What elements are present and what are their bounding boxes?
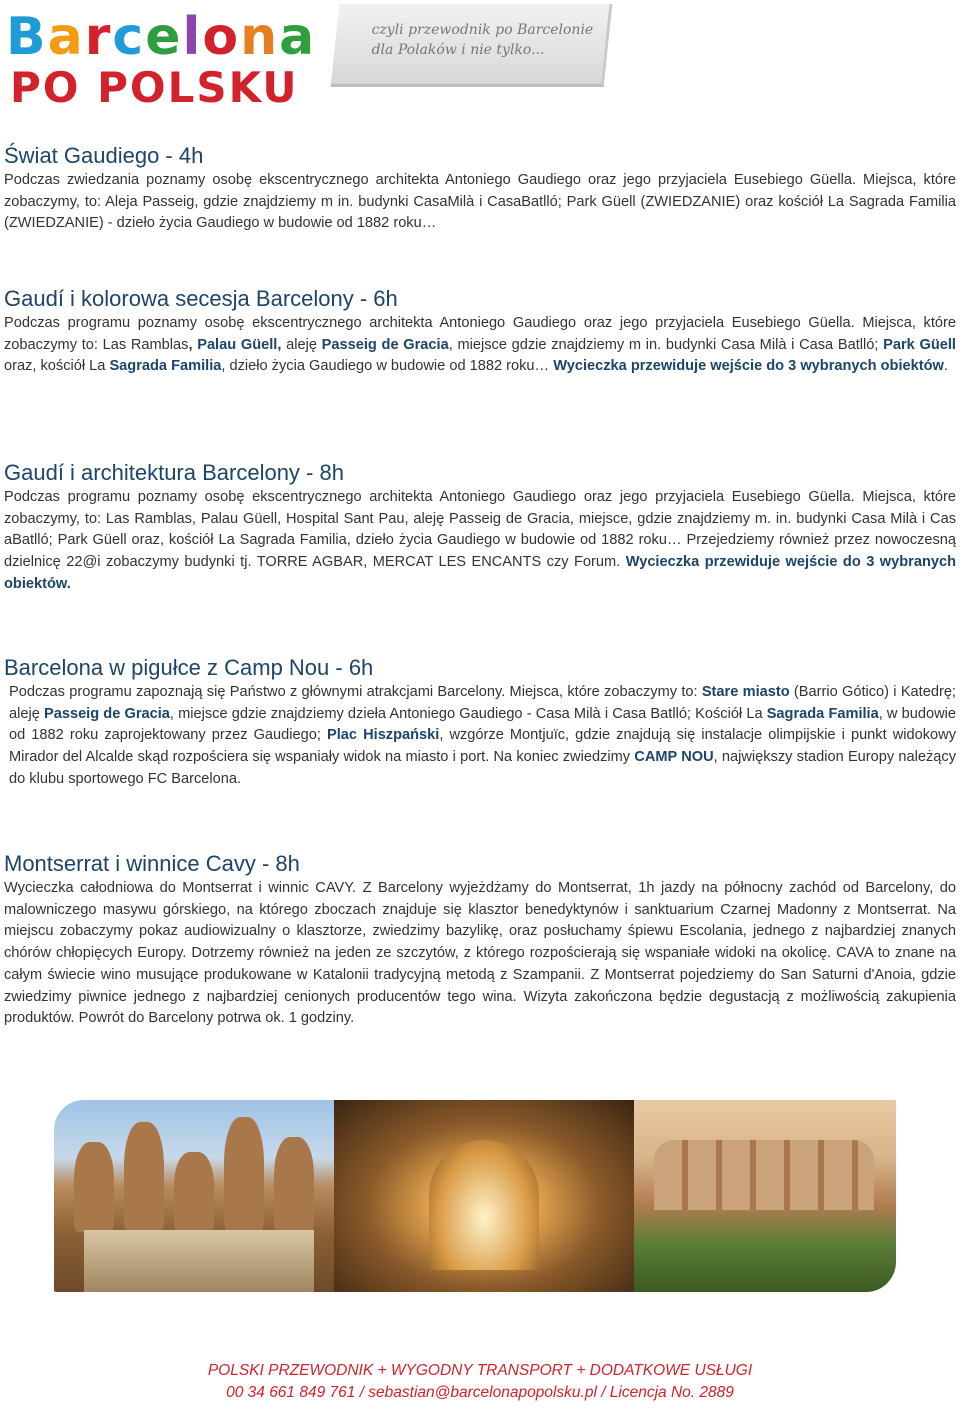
tour-description [4, 487, 956, 596]
tour-title: Świat Gaudiego - 4h [4, 143, 204, 168]
text-run: , w budowie od 1882 roku zaprojektowany przez Gaudiego; [9, 705, 956, 744]
page-footer [0, 1360, 960, 1404]
tour-description: Wycieczka całodniowa do Montserrat i winnic CAVY. Z Barcelony wyjeżdżamy do Montserrat, 1h jazdy na północny zachód od Barcelony, do malowniczego masywu górskiego, na którego zboczach znajduje się klasztor benedyktynów i sanktuarium Czarnej Madonny z Montserrat. Na miejscu zobaczymy pokaz audiowizualny o klasztorze, zwiedzimy bazylikę, oraz posłuchamy śpiewu Escolania, jednego z najbardziej znanych chórów chłopięcych Europy. Dotrzemy również na jeden ze szczytów, z którego rozpościerają się wspaniałe widoki na okolicę. CAVA to znane na całym świecie wino musujące produkowane w Katalonii tradycyjną metodą z Szampanii. Z Montserrat pojedziemy do San Saturni d'Anoia, gdzie zwiedzimy piwnice jednego z najbardziej cenionych producentów tego wina. Wizyta zakończona będzie degustacją z możliwością zakupienia produktów. Powrót do Barcelony potrwa ok. 1 godziny. [4, 880, 956, 1027]
tour-section [4, 142, 956, 235]
winery-building [654, 1140, 874, 1210]
tagline-line-1: czyli przewodnik po Barcelonie [371, 22, 594, 38]
rock-peak [274, 1137, 314, 1232]
text-run: Podczas programu poznamy osobę ekscentrycznego architekta Antoniego Gaudiego oraz jego przyjaciela Eusebiego Güella. Miejsca, które zobaczymy to: Las Ramblas [4, 315, 956, 353]
bold-run: Sagrada Familia [109, 358, 222, 375]
tagline-line-2: dla Polaków i nie tylko... [371, 42, 545, 58]
montserrat-photo [54, 1100, 334, 1292]
logo-letter: l [182, 7, 201, 67]
text-run: Podczas programu poznamy osobę ekscentrycznego architekta Antoniego Gaudiego oraz jego przyjaciela Eusebiego Güella. Miejsca, które zobaczymy, to: Las Ramblas, Palau Güell, Hospital Sant Pau, aleję Passeig de Gracia, miejsce, gdzie znajdziemy m. in. budynki Casa Milà i Cas aBatlló; Park Güell oraz, kościół La Sagrada Familia, dzieło życia Gaudiego w budowie od 1882 roku… Przejedziemy również przez nowoczesną dzielnicę 22@i zobaczymy budynki tj. TORRE AGBAR, MERCAT LES ENCANTS czy Forum. [4, 489, 956, 571]
tagline [372, 20, 594, 60]
bold-run: Park Güell [883, 336, 956, 353]
page-header [0, 0, 960, 115]
text-run: . [943, 358, 948, 375]
bold-run: Stare miasto [701, 684, 790, 700]
logo-letter: r [84, 7, 111, 67]
text-run: oraz, kościół La [4, 358, 110, 375]
bold-run: , Palau Güell, [188, 336, 282, 353]
tour-section [4, 459, 956, 596]
tour-description: Podczas zwiedzania poznamy osobę ekscentrycznego architekta Antoniego Gaudiego oraz jego przyjaciela Eusebiego Güella. Miejsca, które zobaczymy, to: Aleja Passeig, gdzie znajdziemy m in. budynki CasaMilà i CasaBatlló; Park Güell (ZWIEDZANIE) oraz kościół La Sagrada Familia (ZWIEDZANIE) - dzieło życia Gaudiego w budowie od 1882 roku… [4, 172, 956, 232]
bold-run: Sagrada Familia [766, 705, 879, 722]
tour-title: Barcelona w pigułce z Camp Nou - 6h [4, 655, 374, 680]
logo-wordmark [6, 8, 314, 66]
footer-contact: 00 34 661 849 761 / sebastian@barcelonapopolsku.pl / Licencja No. 2889 [226, 1384, 734, 1401]
logo-letter: n [240, 7, 278, 67]
text-run: , największy stadion Europy należący do klubu sportowego FC Barcelona. [9, 749, 956, 787]
logo-subtitle: PO POLSKU [10, 63, 299, 112]
rock-peak [74, 1142, 114, 1232]
tour-description [4, 682, 956, 791]
tour-description [4, 313, 956, 378]
tour-section [4, 654, 956, 791]
text-run: , miejsce gdzie znajdziemy m in. budynki Casa Milà i Casa Batlló; [448, 336, 884, 353]
tour-title: Gaudí i kolorowa secesja Barcelony - 6h [4, 286, 398, 311]
logo-letter: o [202, 7, 239, 67]
tour-title: Gaudí i architektura Barcelony - 8h [4, 460, 344, 485]
rock-peak [124, 1122, 164, 1232]
text-run: (Barrio Gótico) i Katedrę; aleję [9, 684, 956, 722]
tour-section [4, 850, 956, 1030]
text-run: Podczas programu zapoznają się Państwo z głównymi atrakcjami Barcelony. Miejsca, które zobaczymy to: [9, 684, 702, 700]
tour-section [4, 285, 956, 378]
rock-peak [174, 1152, 214, 1232]
bold-run: Wycieczka przewiduje wejście do 3 wybranych obiektów. [4, 554, 957, 592]
tour-title: Montserrat i winnice Cavy - 8h [4, 851, 300, 876]
logo-letter: a [47, 7, 83, 67]
wine-cellar-photo [334, 1100, 634, 1292]
tagline-card [331, 4, 613, 87]
cellar-arch [429, 1140, 539, 1270]
text-run: , wzgórze Montjuïc, gdzie znajdują się instalacje olimpijskie i punkt widokowy Mirador del Alcalde skąd rozpościera się wspaniały widok na miasto i port. Na koniec zwiedzimy [9, 727, 956, 766]
bold-run: Passeig de Gracia [43, 705, 170, 722]
text-run: , dzieło życia Gaudiego w budowie od 1882 roku… [221, 358, 554, 375]
bold-run: CAMP NOU [634, 749, 714, 766]
text-run: , miejsce gdzie znajdziemy dzieła Antoniego Gaudiego - Casa Milà i Casa Batlló; Kościół La [169, 705, 767, 722]
winery-photo [634, 1100, 896, 1292]
bold-run: Passeig de Gracia [321, 336, 449, 353]
photo-strip [54, 1100, 896, 1292]
bold-run: Wycieczka przewiduje wejście do 3 wybranych obiektów [553, 358, 944, 375]
text-run: aleję [281, 336, 322, 353]
bold-run: Plac Hiszpański [327, 727, 440, 744]
monastery-building [84, 1230, 314, 1292]
footer-services: POLSKI PRZEWODNIK + WYGODNY TRANSPORT + DODATKOWE USŁUGI [207, 1362, 753, 1379]
logo-letter: e [145, 7, 181, 67]
rock-peak [224, 1117, 264, 1232]
logo-letter: c [112, 7, 144, 67]
logo-letter: a [279, 7, 315, 67]
logo-letter: B [6, 7, 46, 67]
